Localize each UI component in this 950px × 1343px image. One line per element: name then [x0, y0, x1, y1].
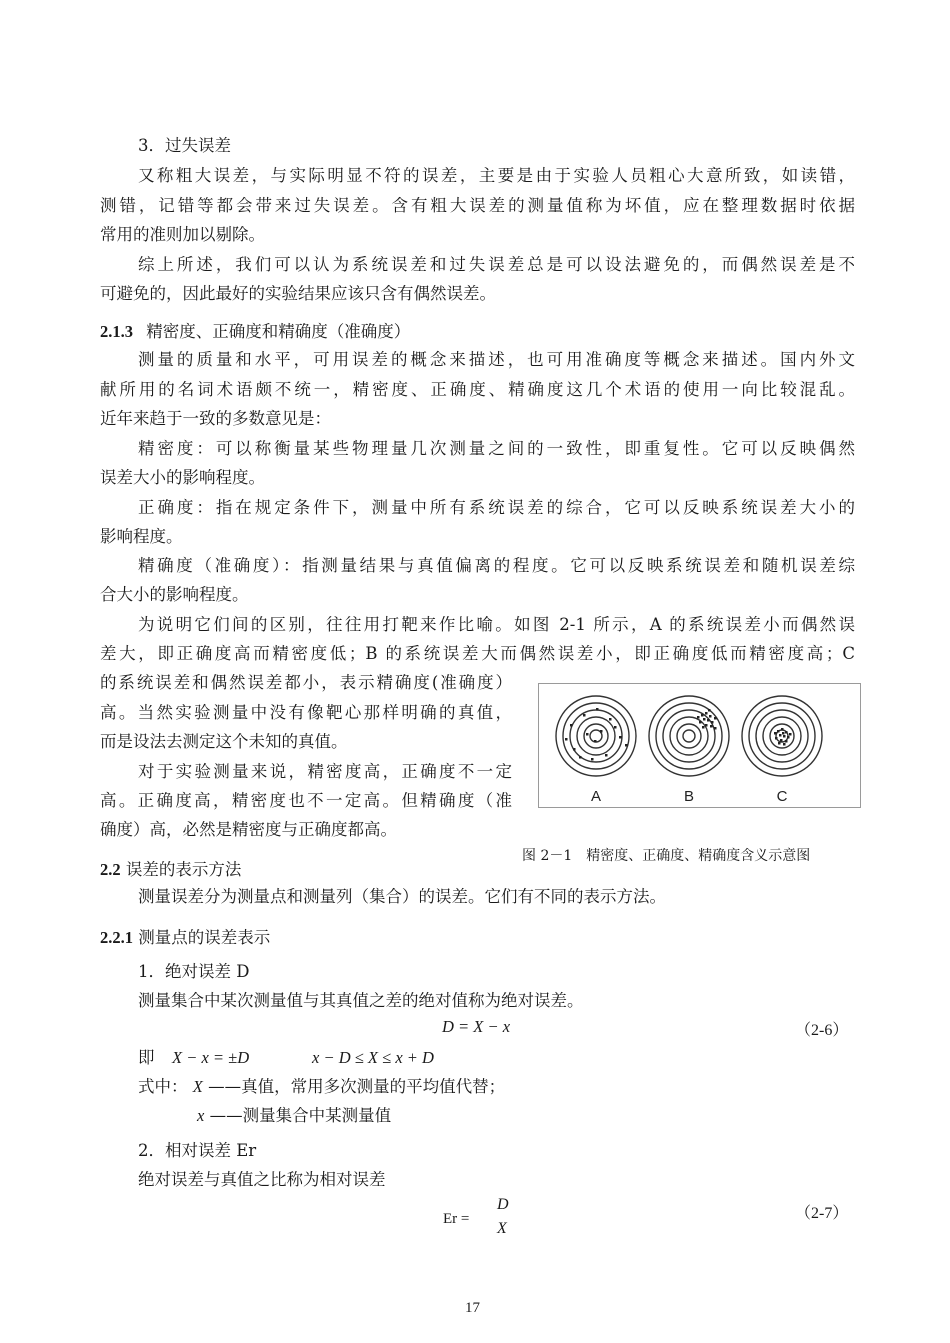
paragraph-line: 献所用的名词术语颇不统一，精密度、正确度、精确度这几个术语的使用一向比较混乱。 — [100, 380, 855, 399]
section-title: 测量点的误差表示 — [138, 928, 271, 947]
where-prefix: 式中： — [138, 1077, 188, 1096]
figure-label-c: C — [776, 788, 788, 805]
paragraph-line: 精密度：可以称衡量某些物理量几次测量之间的一致性，即重复性。它可以反映偶然 — [138, 439, 855, 458]
section-number: 2.1.3 — [100, 322, 133, 341]
equation-2-6: D = X − x — [442, 1017, 511, 1036]
figure-caption: 图 2－1 精密度、正确度、精确度含义示意图 — [522, 848, 811, 864]
ji-label: 即 — [138, 1048, 155, 1067]
paragraph-line: 测量集合中某次测量值与其真值之差的绝对值称为绝对误差。 — [138, 991, 584, 1010]
section-title: 误差的表示方法 — [125, 860, 242, 879]
section-heading-2-1-3 — [100, 319, 410, 345]
target-b — [649, 696, 729, 776]
paragraph-line: 合大小的影响程度。 — [100, 585, 249, 604]
target-figure — [538, 683, 861, 808]
paragraph-line: 而是设法去测定这个未知的真值。 — [100, 732, 348, 751]
paragraph-line: 确度）高，必然是精密度与正确度都高。 — [100, 820, 397, 839]
figure-label-a: A — [590, 788, 602, 805]
inequality-2: x − D ≤ X ≤ x + D — [312, 1048, 434, 1067]
paragraph-line: 可避免的，因此最好的实验结果应该只含有偶然误差。 — [100, 284, 496, 303]
symbol-X: X — [192, 1077, 203, 1096]
paragraph-line: 正确度：指在规定条件下，测量中所有系统误差的综合，它可以反映系统误差大小的 — [138, 498, 855, 517]
where-x-text: ——测量集合中某测量值 — [209, 1106, 392, 1125]
section-heading-2-2-1 — [100, 925, 270, 951]
figure-label-b: B — [683, 788, 695, 805]
where-line-2 — [197, 1103, 391, 1129]
paragraph-line: 测错，记错等都会带来过失误差。含有粗大误差的测量值称为坏值，应在整理数据时依据 — [100, 196, 855, 215]
paragraph-line: 常用的准则加以剔除。 — [100, 225, 265, 244]
section-number: 2.2.1 — [100, 928, 133, 947]
target-diagram — [539, 684, 860, 807]
target-c — [742, 696, 822, 776]
paragraph-line: 影响程度。 — [100, 527, 183, 546]
section-number: 2.2 — [100, 860, 121, 879]
paragraph-line: 综上所述，我们可以认为系统误差和过失误差总是可以设法避免的，而偶然误差是不 — [138, 255, 855, 274]
paragraph-line: 高。正确度高，精密度也不一定高。但精确度（准 — [100, 791, 512, 810]
page-number: 17 — [465, 1300, 480, 1316]
paragraph-line: 绝对误差与真值之比称为相对误差 — [138, 1170, 386, 1189]
paragraph-line: 为说明它们间的区别，往往用打靶来作比喻。如图 2-1 所示，A 的系统误差小而偶然误 — [138, 615, 855, 634]
heading-gross-error: 3．过失误差 — [138, 136, 231, 155]
paragraph-line: 对于实验测量来说，精密度高，正确度不一定 — [138, 762, 512, 781]
equation-number: （2-7） — [795, 1205, 849, 1222]
equation-2-7-lhs: Er = — [443, 1211, 470, 1227]
paragraph-line: 近年来趋于一致的多数意见是： — [100, 409, 331, 428]
paragraph-line: 高。当然实验测量中没有像靶心那样明确的真值， — [100, 703, 512, 722]
paragraph-line: 测量误差分为测量点和测量列（集合）的误差。它们有不同的表示方法。 — [138, 887, 666, 906]
paragraph-line: 测量的质量和水平，可用误差的概念来描述，也可用准确度等概念来描述。国内外文 — [138, 350, 855, 369]
paragraph-line: 的系统误差和偶然误差都小，表示精确度(准确度） — [100, 673, 512, 692]
where-line-1 — [138, 1074, 505, 1100]
section-heading-2-2 — [100, 857, 241, 883]
item-title: 1．绝对误差 D — [138, 962, 250, 981]
inequality-1: X − x = ±D — [172, 1048, 250, 1067]
where-X-text: ——真值，常用多次测量的平均值代替； — [208, 1077, 506, 1096]
symbol-x: x — [197, 1106, 205, 1125]
paragraph-line: 差大，即正确度高而精密度低；B 的系统误差大而偶然误差小，即正确度低而精密度高；C — [100, 644, 855, 663]
fraction-numerator: D — [497, 1196, 509, 1213]
shots-a — [565, 708, 628, 761]
paragraph-line: 又称粗大误差，与实际明显不符的误差，主要是由于实验人员粗心大意所致，如读错， — [138, 166, 855, 185]
item-title: 2．相对误差 Er — [138, 1141, 257, 1160]
section-title: 精密度、正确度和精确度（准确度） — [146, 322, 411, 341]
fraction-denominator: X — [497, 1220, 507, 1237]
paragraph-line: 误差大小的影响程度。 — [100, 468, 265, 487]
paragraph-line: 精确度（准确度）：指测量结果与真值偏离的程度。它可以反映系统误差和随机误差综 — [138, 556, 855, 575]
equation-number: （2-6） — [795, 1022, 849, 1039]
